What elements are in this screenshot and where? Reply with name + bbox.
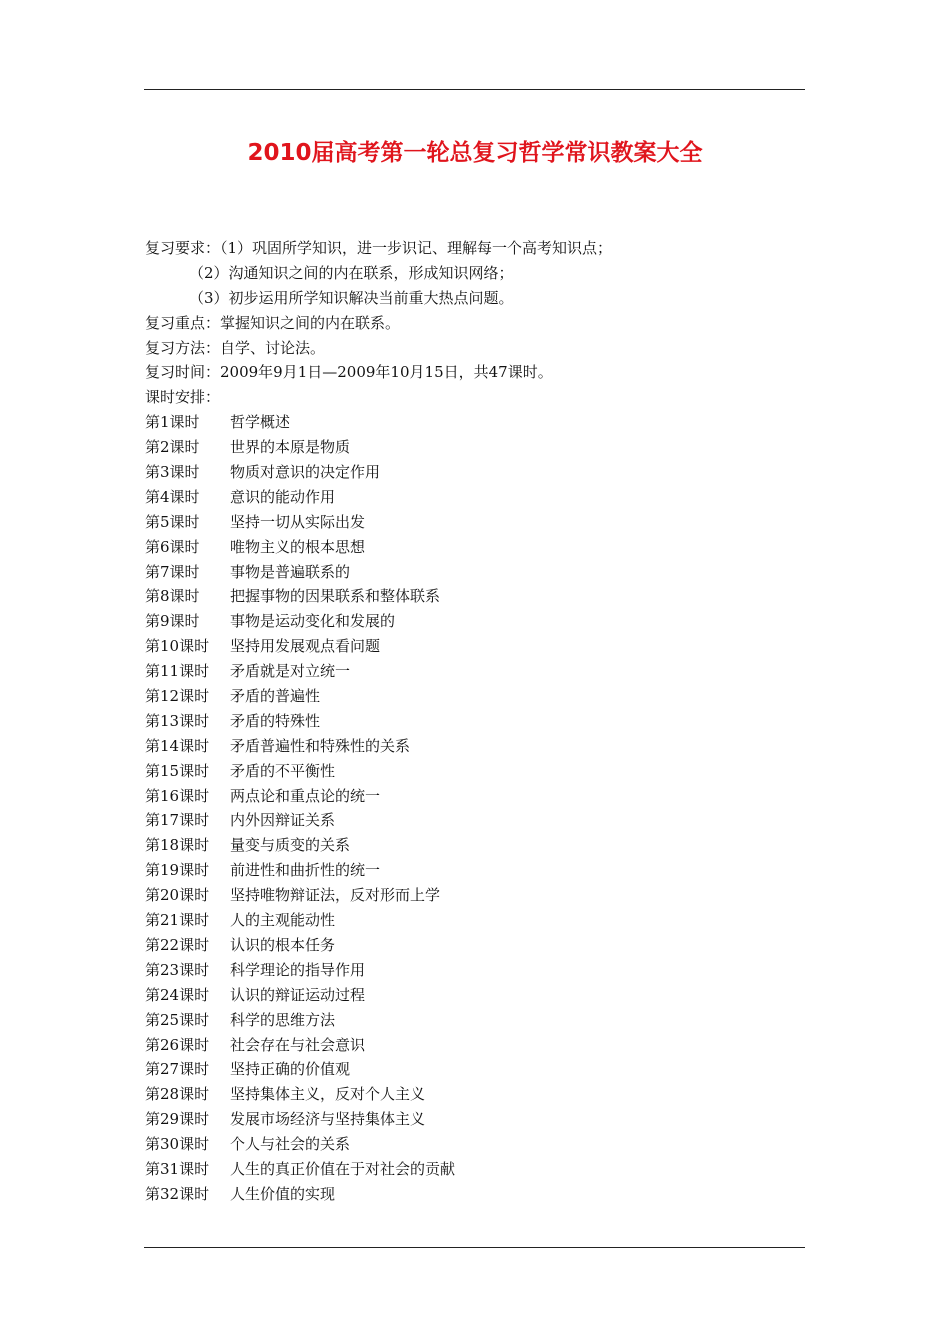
requirement-item: （3）初步运用所学知识解决当前重大热点问题。 — [189, 288, 514, 307]
lesson-row — [145, 1008, 805, 1033]
schedule-label: 课时安排： — [145, 388, 221, 407]
lesson-number: 第7课时 — [145, 562, 200, 581]
lesson-number: 第3课时 — [145, 463, 200, 482]
lesson-row — [145, 1057, 805, 1082]
requirement-item: （1）巩固所学知识，进一步识记、理解每一个高考知识点； — [220, 239, 613, 257]
lesson-topic: 事物是普遍联系的 — [230, 562, 351, 581]
page-title: 2010届高考第一轮总复习哲学常识教案大全 — [247, 140, 703, 166]
lesson-number: 第5课时 — [145, 512, 200, 531]
lesson-topic: 事物是运动变化和发展的 — [230, 612, 396, 631]
lesson-topic: 前进性和曲折性的统一 — [230, 861, 381, 880]
lesson-number: 第14课时 — [145, 736, 210, 755]
lesson-number: 第31课时 — [145, 1159, 210, 1178]
lesson-number: 第29课时 — [145, 1110, 210, 1129]
lesson-row — [145, 1082, 805, 1107]
requirement-item: （2）沟通知识之间的内在联系，形成知识网络； — [189, 263, 514, 282]
lesson-row — [145, 634, 805, 659]
lesson-topic: 坚持集体主义，反对个人主义 — [230, 1085, 426, 1104]
lesson-row — [145, 858, 805, 883]
lesson-topic: 意识的能动作用 — [230, 487, 336, 506]
lesson-topic: 坚持唯物辩证法，反对形而上学 — [230, 886, 441, 905]
lesson-topic: 哲学概述 — [230, 413, 291, 432]
lesson-number: 第12课时 — [145, 687, 210, 706]
lesson-topic: 内外因辩证关系 — [230, 811, 336, 830]
lesson-row — [145, 784, 805, 809]
lesson-row — [145, 1182, 805, 1207]
lesson-number: 第30课时 — [145, 1135, 210, 1154]
document-body — [145, 236, 805, 1207]
lesson-number: 第8课时 — [145, 587, 200, 606]
lesson-row — [145, 908, 805, 933]
lesson-topic: 认识的辩证运动过程 — [230, 985, 366, 1004]
lesson-number: 第21课时 — [145, 911, 210, 930]
lesson-topic: 矛盾就是对立统一 — [230, 662, 351, 681]
lesson-number: 第24课时 — [145, 985, 210, 1004]
lesson-row — [145, 833, 805, 858]
lesson-topic: 两点论和重点论的统一 — [230, 786, 381, 805]
lesson-row — [145, 734, 805, 759]
lesson-number: 第6课时 — [145, 537, 200, 556]
lesson-row — [145, 535, 805, 560]
lesson-row — [145, 983, 805, 1008]
lesson-row — [145, 808, 805, 833]
lesson-topic: 矛盾的不平衡性 — [230, 761, 336, 780]
lesson-topic: 矛盾普遍性和特殊性的关系 — [230, 736, 411, 755]
lesson-row — [145, 933, 805, 958]
lesson-row — [145, 435, 805, 460]
lesson-row — [145, 1107, 805, 1132]
lesson-number: 第10课时 — [145, 637, 210, 656]
requirements-line — [145, 236, 805, 261]
lesson-row — [145, 883, 805, 908]
lesson-topic: 人生价值的实现 — [230, 1184, 336, 1203]
lesson-topic: 认识的根本任务 — [230, 935, 336, 954]
lesson-topic: 世界的本原是物质 — [230, 438, 351, 457]
lesson-number: 第17课时 — [145, 811, 210, 830]
lesson-row — [145, 659, 805, 684]
lesson-row — [145, 410, 805, 435]
lesson-row — [145, 684, 805, 709]
lesson-topic: 科学的思维方法 — [230, 1010, 336, 1029]
lesson-topic: 物质对意识的决定作用 — [230, 463, 381, 482]
lesson-row — [145, 485, 805, 510]
lesson-row — [145, 709, 805, 734]
lesson-number: 第19课时 — [145, 861, 210, 880]
lesson-number: 第9课时 — [145, 612, 200, 631]
lesson-row — [145, 958, 805, 983]
focus-line: 复习重点：掌握知识之间的内在联系。 — [145, 313, 401, 332]
lesson-number: 第23课时 — [145, 960, 210, 979]
lesson-number: 第27课时 — [145, 1060, 210, 1079]
footer-rule — [144, 1247, 805, 1248]
lesson-number: 第18课时 — [145, 836, 210, 855]
lesson-row — [145, 609, 805, 634]
lesson-topic: 矛盾的普遍性 — [230, 687, 321, 706]
requirements-label: 复习要求： — [145, 239, 221, 257]
lesson-number: 第20课时 — [145, 886, 210, 905]
lesson-number: 第15课时 — [145, 761, 210, 780]
lesson-topic: 个人与社会的关系 — [230, 1135, 351, 1154]
lesson-number: 第4课时 — [145, 487, 200, 506]
lesson-number: 第32课时 — [145, 1184, 210, 1203]
lesson-topic: 人的主观能动性 — [230, 911, 336, 930]
lesson-number: 第1课时 — [145, 413, 200, 432]
lesson-row — [145, 510, 805, 535]
lesson-number: 第11课时 — [145, 662, 210, 681]
lesson-topic: 坚持正确的价值观 — [230, 1060, 351, 1079]
lesson-row — [145, 1033, 805, 1058]
header-rule — [144, 89, 805, 90]
lesson-number: 第16课时 — [145, 786, 210, 805]
lesson-topic: 坚持用发展观点看问题 — [230, 637, 381, 656]
method-line: 复习方法：自学、讨论法。 — [145, 338, 326, 357]
lesson-topic: 把握事物的因果联系和整体联系 — [230, 587, 441, 606]
lesson-list — [145, 410, 805, 1207]
lesson-topic: 量变与质变的关系 — [230, 836, 351, 855]
lesson-row — [145, 584, 805, 609]
lesson-topic: 社会存在与社会意识 — [230, 1035, 366, 1054]
lesson-row — [145, 1157, 805, 1182]
time-line: 复习时间：2009年9月1日—2009年10月15日，共47课时。 — [145, 363, 553, 382]
lesson-row — [145, 560, 805, 585]
lesson-row — [145, 759, 805, 784]
lesson-number: 第13课时 — [145, 711, 210, 730]
lesson-topic: 唯物主义的根本思想 — [230, 537, 366, 556]
lesson-topic: 发展市场经济与坚持集体主义 — [230, 1110, 426, 1129]
lesson-number: 第26课时 — [145, 1035, 210, 1054]
lesson-number: 第25课时 — [145, 1010, 210, 1029]
lesson-topic: 人生的真正价值在于对社会的贡献 — [230, 1159, 456, 1178]
lesson-number: 第28课时 — [145, 1085, 210, 1104]
lesson-row — [145, 1132, 805, 1157]
lesson-number: 第2课时 — [145, 438, 200, 457]
lesson-topic: 矛盾的特殊性 — [230, 711, 321, 730]
lesson-row — [145, 460, 805, 485]
lesson-number: 第22课时 — [145, 935, 210, 954]
lesson-topic: 坚持一切从实际出发 — [230, 512, 366, 531]
lesson-topic: 科学理论的指导作用 — [230, 960, 366, 979]
